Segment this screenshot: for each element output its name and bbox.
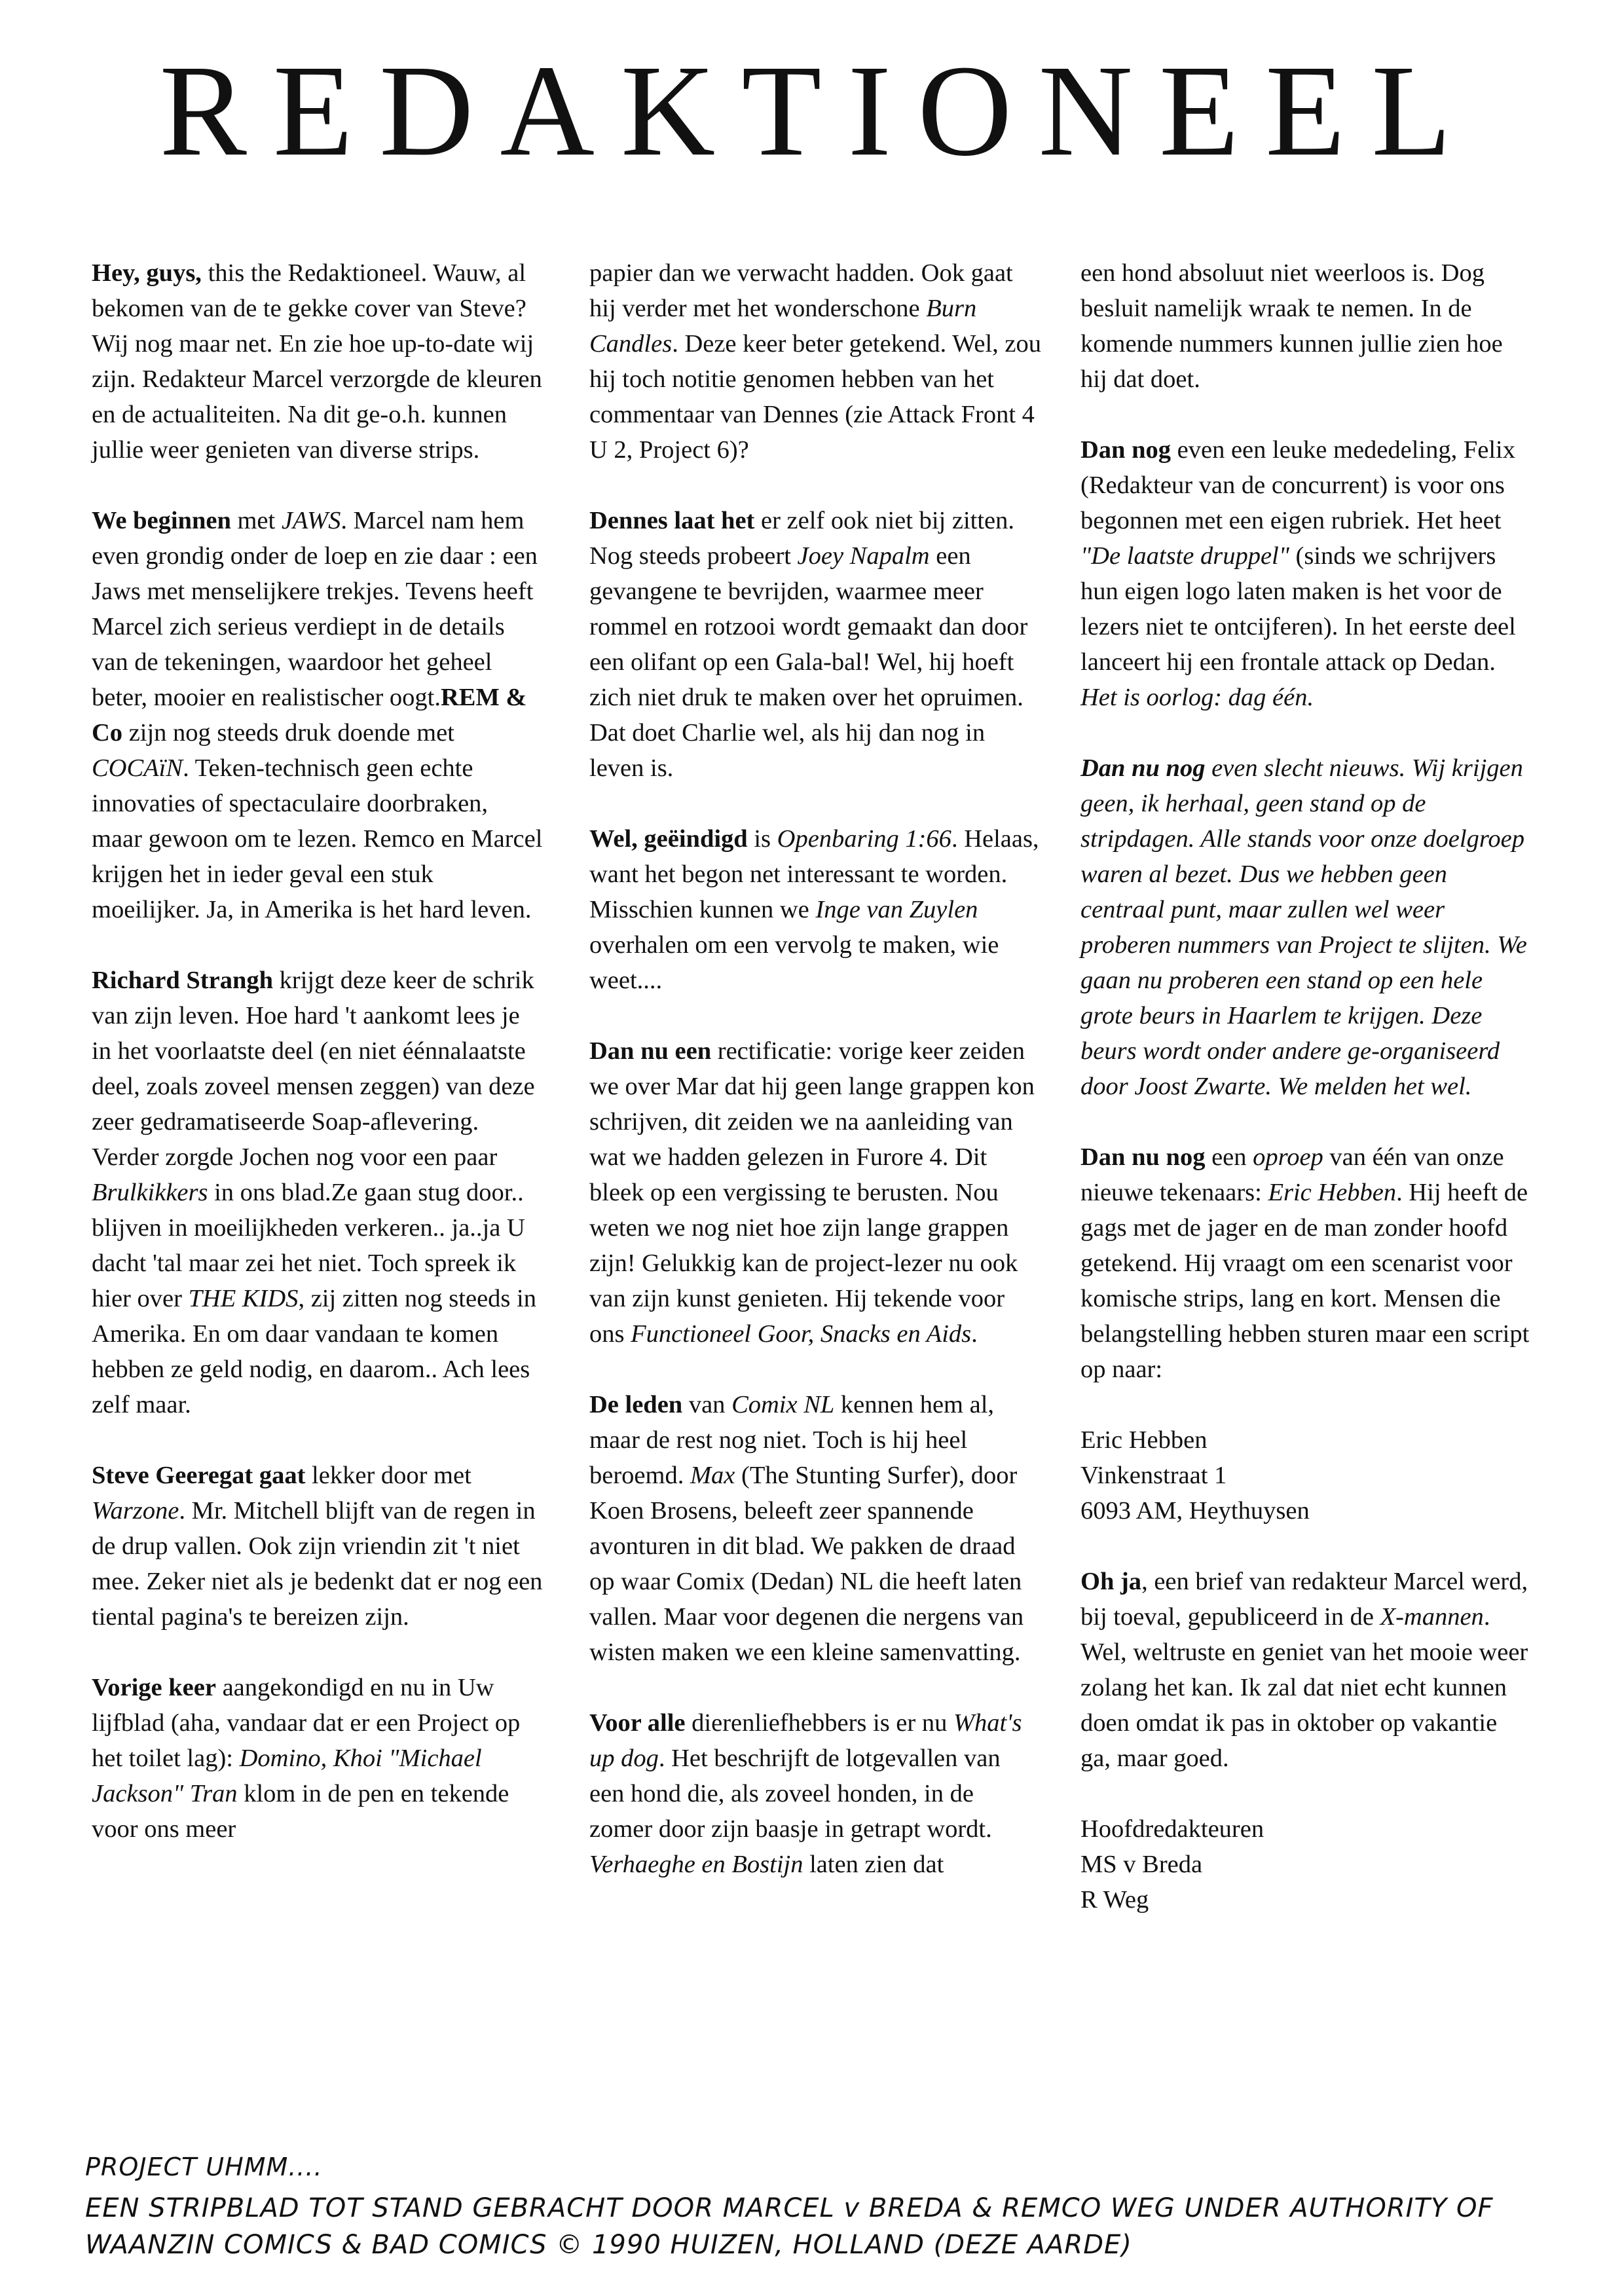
text-run: lekker door met bbox=[305, 1462, 471, 1489]
text-run: oproep bbox=[1253, 1143, 1323, 1171]
paragraph bbox=[1080, 255, 1532, 397]
text-run: (The Stunting Surfer), door Koen Brosens, beleeft zeer spannende avonturen in dit blad. We pakken de draad op waar Comix (Dedan) NL die heeft laten vallen. Maar voor degenen die nergens van wisten maken we een kleine samenvatting. bbox=[589, 1462, 1024, 1666]
text-run: krijgt deze keer de schrik van zijn leven. Hoe hard 't aankomt lees je in het voorlaatste deel (en niet éénnalaatste deel, zoals zoveel mensen zeggen) van deze zeer gedramatiseerde Soap-aflevering. Verder zorgde Jochen nog voor een paar bbox=[92, 967, 535, 1171]
paragraph bbox=[589, 503, 1041, 786]
text-run: Warzone bbox=[92, 1497, 179, 1525]
text-run: even slecht nieuws. Wij krijgen geen, ik herhaal, geen stand op de stripdagen. Alle stands voor onze doelgroep waren al bezet. Dus we hebben geen centraal punt, maar zullen wel weer proberen nummers van Project te slijten. We gaan nu proberen een stand op een hele grote beurs in Haarlem te krijgen. Deze beurs wordt onder andere ge-organiseerd door Joost Zwarte. We melden het wel. bbox=[1080, 754, 1527, 1100]
text-run: . Helaas, want het begon net interessant te worden. Misschien kunnen we bbox=[589, 825, 1039, 923]
text-run: Openbaring 1:66 bbox=[777, 825, 951, 853]
paragraph bbox=[92, 1670, 544, 1847]
text-run: rectificatie: vorige keer zeiden we over Mar dat hij geen lange grappen kon schrijven, dit zeiden we na aanleiding van wat we hadden gelezen in Furore 4. Dit bleek op een vergissing te berusten. Nou weten we nog niet hoe zijn lange grappen zijn! Gelukkig kan de project-lezer nu ook van zijn kunst genieten. Hij tekende voor ons bbox=[589, 1037, 1035, 1348]
text-run: . Marcel nam hem even grondig onder de loep en zie daar : een Jaws met menselijkere trekjes. Tevens heeft Marcel zich serieus verdiept in de details van de tekeningen, waardoor het geheel beter, mooier en realistischer oogt. bbox=[92, 507, 538, 711]
text-run: Inge van Zuylen bbox=[815, 896, 978, 923]
handwritten-copyright: WAANZIN COMICS & BAD COMICS © 1990 HUIZEN, HOLLAND (DEZE AARDE) bbox=[85, 2230, 1132, 2260]
text-run: Voor alle bbox=[589, 1709, 686, 1737]
text-run: van één van onze nieuwe tekenaars: bbox=[1080, 1143, 1504, 1206]
text-run: X-mannen bbox=[1380, 1603, 1484, 1631]
text-run: THE KIDS bbox=[188, 1285, 299, 1312]
text-run: aangekondigd en nu in Uw lijfblad (aha, vandaar dat er een Project op het toilet lag): bbox=[92, 1674, 521, 1772]
paragraph bbox=[1080, 1564, 1532, 1776]
text-run: in ons blad.Ze gaan stug door.. blijven in moeilijkheden verkeren.. ja..ja U dacht 'tal maar zei het niet. Toch spreek ik hier over bbox=[92, 1179, 525, 1312]
paragraph bbox=[1080, 1139, 1532, 1387]
text-run: . Deze keer beter getekend. Wel, zou hij toch notitie genomen hebben van het commentaar van Dennes (zie Attack Front 4 U 2, Project 6)? bbox=[589, 330, 1041, 464]
text-run: . Mr. Mitchell blijft van de regen in de drup vallen. Ook zijn vriendin zit 't niet mee. Zeker niet als je bedenkt dat er nog een tiental pagina's te bereizen zijn. bbox=[92, 1497, 543, 1631]
text-run: Functioneel Goor, Snacks en Aids bbox=[631, 1320, 972, 1348]
text-run: Vorige keer bbox=[92, 1674, 216, 1701]
address-block bbox=[1080, 1422, 1532, 1528]
text-run: kennen hem al, maar de rest nog niet. Toch is hij heel beroemd. bbox=[589, 1391, 995, 1489]
text-run: Dan nog bbox=[1080, 436, 1172, 464]
text-run: papier dan we verwacht hadden. Ook gaat hij verder met het wonderschone bbox=[589, 259, 1013, 322]
paragraph bbox=[589, 1387, 1041, 1670]
text-run: van bbox=[682, 1391, 732, 1418]
text-run: Dan nu nog bbox=[1080, 1143, 1206, 1171]
page-title: REDAKTIONEEL bbox=[159, 39, 1478, 183]
text-run: Burn Candles bbox=[589, 295, 977, 358]
text-run: Max bbox=[690, 1462, 735, 1489]
paragraph bbox=[589, 1705, 1041, 1882]
column-1 bbox=[92, 255, 544, 1882]
text-run: dierenliefhebbers is er nu bbox=[685, 1709, 953, 1737]
paragraph bbox=[92, 963, 544, 1422]
text-run: COCAïN bbox=[92, 754, 183, 782]
text-run: is bbox=[747, 825, 777, 853]
text-run: Verhaeghe en Bostijn bbox=[589, 1851, 803, 1878]
text-run: klom in de pen en tekende voor ons meer bbox=[92, 1780, 509, 1843]
text-run: REM & Co bbox=[92, 684, 527, 747]
text-run: een hond absoluut niet weerloos is. Dog besluit namelijk wraak te nemen. In de komende nummers kunnen jullie zien hoe hij dat doet. bbox=[1080, 259, 1503, 393]
text-run: Richard Strangh bbox=[92, 967, 274, 994]
paragraph bbox=[589, 255, 1041, 468]
text-run: Dan nu een bbox=[589, 1037, 712, 1065]
text-run: JAWS bbox=[281, 507, 341, 534]
paragraph bbox=[1080, 750, 1532, 1104]
text-run: Joey Napalm bbox=[797, 542, 930, 570]
text-run: Domino, Khoi "Michael Jackson" Tran bbox=[92, 1745, 482, 1807]
text-run: laten zien dat bbox=[803, 1851, 944, 1878]
paragraph bbox=[92, 255, 544, 468]
signoff-line: Hoofdredakteuren bbox=[1080, 1815, 1264, 1843]
text-run: . Wel, weltruste en geniet van het mooie weer zolang het kan. Ik zal dat niet echt kunnen doen omdat ik pas in oktober op vakantie ga, maar goed. bbox=[1080, 1603, 1528, 1772]
column-3 bbox=[1080, 255, 1532, 1953]
text-run: . Het beschrijft de lotgevallen van een hond die, als zoveel honden, in de zomer door zijn baasje in getrapt wordt. bbox=[589, 1745, 1001, 1843]
signoff-block bbox=[1080, 1811, 1532, 1917]
text-run: Dan nu nog bbox=[1080, 754, 1206, 782]
text-run: een gevangene te bevrijden, waarmee meer rommel en rotzooi wordt gemaakt dan door een olifant op een Gala-bal! Wel, hij hoeft zich niet druk te maken over het opruimen. Dat doet Charlie wel, als hij dan nog in leven is. bbox=[589, 542, 1028, 782]
paragraph bbox=[589, 1033, 1041, 1352]
text-run: . Hij heeft de gags met de jager en de man zonder hoofd getekend. Hij vraagt om een scenarist voor komische strips, lang en kort. Mensen die belangstelling hebben sturen maar een script op naar: bbox=[1080, 1179, 1530, 1383]
text-run: Eric Hebben bbox=[1268, 1179, 1397, 1206]
text-run: What's up dog bbox=[589, 1709, 1022, 1772]
text-run: met bbox=[231, 507, 282, 534]
text-run: Oh ja bbox=[1080, 1568, 1142, 1595]
text-run: een bbox=[1205, 1143, 1253, 1171]
text-run: , zij zitten nog steeds in Amerika. En om daar vandaan te komen hebben ze geld nodig, en daarom.. Ach lees zelf maar. bbox=[92, 1285, 536, 1418]
paragraph bbox=[589, 821, 1041, 998]
text-run: Comix NL bbox=[731, 1391, 835, 1418]
signoff-line: R Weg bbox=[1080, 1886, 1149, 1914]
text-run: . bbox=[971, 1320, 978, 1348]
column-2 bbox=[589, 255, 1041, 1917]
text-run: "De laatste druppel" bbox=[1080, 542, 1289, 570]
text-run: overhalen om een vervolg te maken, wie weet.... bbox=[589, 931, 999, 994]
text-run: De leden bbox=[589, 1391, 683, 1418]
paragraph bbox=[92, 503, 544, 927]
text-run: Brulkikkers bbox=[92, 1179, 208, 1206]
address-line: Vinkenstraat 1 bbox=[1080, 1462, 1227, 1489]
paragraph bbox=[1080, 432, 1532, 715]
address-line: Eric Hebben bbox=[1080, 1426, 1208, 1454]
text-run: even een leuke mededeling, Felix (Redakteur van de concurrent) is voor ons begonnen met een eigen rubriek. Het heet bbox=[1080, 436, 1515, 534]
text-run: Steve Geeregat gaat bbox=[92, 1462, 306, 1489]
signoff-line: MS v Breda bbox=[1080, 1851, 1203, 1878]
handwritten-note: PROJECT UHMM.... bbox=[85, 2153, 323, 2181]
text-run: er zelf ook niet bij zitten. Nog steeds probeert bbox=[589, 507, 1014, 570]
text-run: zijn nog steeds druk doende met bbox=[122, 719, 454, 747]
text-run: . Teken-technisch geen echte innovaties of spectaculaire doorbraken, maar gewoon om te lezen. Remco en Marcel krijgen het in ieder geval een stuk moeilijker. Ja, in Amerika is het hard leven. bbox=[92, 754, 543, 923]
handwritten-credit: EEN STRIPBLAD TOT STAND GEBRACHT DOOR MARCEL v BREDA & REMCO WEG UNDER AUTHORITY OF bbox=[85, 2193, 1494, 2223]
text-run: (sinds we schrijvers hun eigen logo laten maken is het voor de lezers niet te ontcijferen). In het eerste deel lanceert hij een frontale attack op Dedan. bbox=[1080, 542, 1516, 676]
text-run: We beginnen bbox=[92, 507, 231, 534]
address-line: 6093 AM, Heythuysen bbox=[1080, 1497, 1310, 1525]
paragraph bbox=[92, 1458, 544, 1635]
text-run: Hey, guys, bbox=[92, 259, 202, 287]
text-run: , een brief van redakteur Marcel werd, bij toeval, gepubliceerd in de bbox=[1080, 1568, 1528, 1631]
text-run: this the Redaktioneel. Wauw, al bekomen van de te gekke cover van Steve? Wij nog maar net. En zie hoe up-to-date wij zijn. Redakteur Marcel verzorgde de kleuren en de actualiteiten. Na dit ge-o.h. kunnen jullie weer genieten van diverse strips. bbox=[92, 259, 542, 464]
text-run: Dennes laat het bbox=[589, 507, 755, 534]
text-run: Het is oorlog: dag één. bbox=[1080, 684, 1314, 711]
text-run: Wel, geëindigd bbox=[589, 825, 748, 853]
